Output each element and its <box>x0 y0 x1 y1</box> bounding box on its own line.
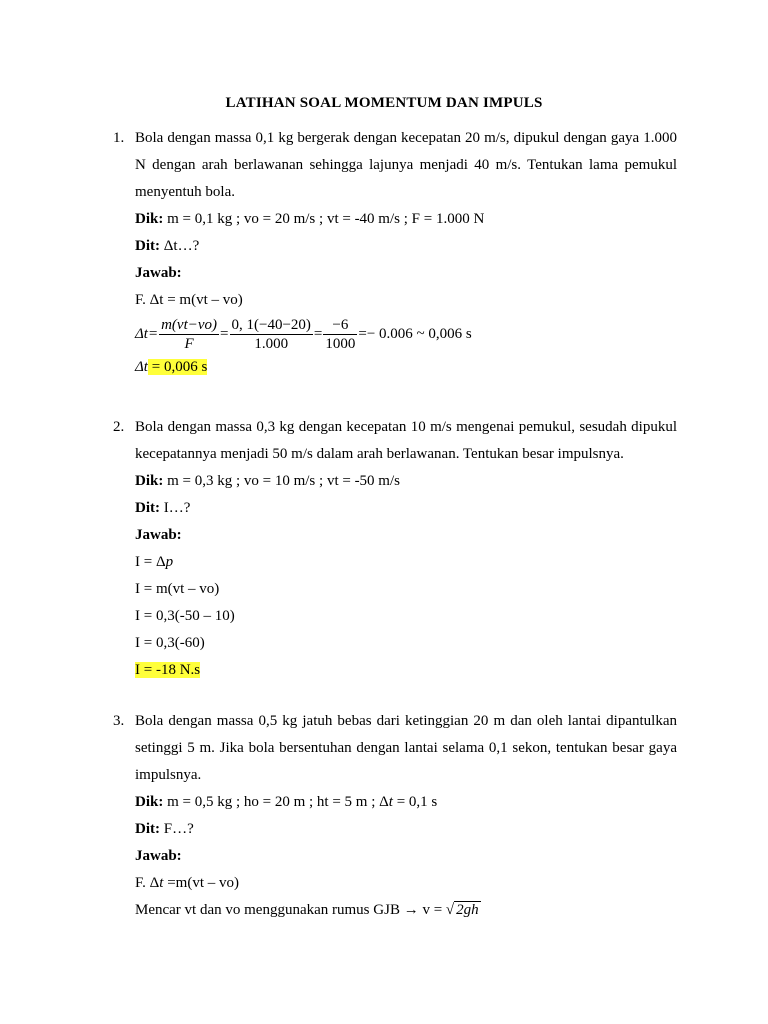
fraction-1 <box>159 316 219 353</box>
dit-value: Δt…? <box>160 238 200 254</box>
dik-value: m = 0,5 kg ; ho = 20 m ; ht = 5 m ; Δ <box>163 794 389 810</box>
q2-dik <box>135 468 677 495</box>
eq-part: F. Δ <box>135 875 160 891</box>
fraction-2 <box>230 316 313 353</box>
question-1-text: Bola dengan massa 0,1 kg bergerak dengan kecepatan 20 m/s, dipukul dengan gaya 1.000 N dengan arah berlawanan sehingga lajunya menjadi 40 m/s. Tentukan lama pemukul menyentuh bola. <box>135 130 677 200</box>
question-3-number: 3. <box>113 713 125 729</box>
question-3-text: Bola dengan massa 0,5 kg jatuh bebas dari ketinggian 20 m dan oleh lantai dipantulkan setinggi 5 m. Jika bola bersentuhan dengan lantai selama 0,1 sekon, tentukan besar gaya impulsnya. <box>135 713 677 783</box>
eq-part: I = Δ <box>135 554 166 570</box>
q3-equation-2 <box>135 897 677 924</box>
q2-result <box>135 657 677 684</box>
fraction-numerator: 0, 1(−40−20) <box>231 317 311 334</box>
q1-dik <box>135 206 677 233</box>
eq-text: Mencar vt dan vo menggunakan rumus GJB → v = <box>135 902 446 918</box>
fraction-numerator: −6 <box>323 316 357 335</box>
dit-label: Dit: <box>135 238 160 254</box>
q3-equation-1 <box>135 870 677 897</box>
dit-value: F…? <box>160 821 194 837</box>
eq-symbol: t <box>388 794 393 810</box>
fraction-denominator: 1000 <box>325 336 356 353</box>
q3-jawab <box>135 843 677 870</box>
sqrt-symbol: √ <box>445 902 455 918</box>
question-3 <box>135 708 677 924</box>
question-2-number: 2. <box>113 419 125 435</box>
equals-sign: = <box>220 326 229 342</box>
question-1 <box>135 125 677 381</box>
fraction-numerator: m(vt−vo) <box>161 317 218 334</box>
dit-value: I…? <box>160 500 191 516</box>
highlighted-result: I = -18 N.s <box>135 662 201 678</box>
jawab-label: Jawab: <box>135 527 182 543</box>
page-title: LATIHAN SOAL MOMENTUM DAN IMPULS <box>225 95 543 111</box>
highlighted-result: = 0,006 s <box>147 359 208 375</box>
sqrt-radicand: 2gh <box>456 902 479 918</box>
dik-value: m = 0,3 kg ; vo = 10 m/s ; vt = -50 m/s <box>163 473 400 489</box>
q1-equation-1: F. Δt = m(vt – vo) <box>135 292 243 308</box>
dit-label: Dit: <box>135 821 160 837</box>
q2-equation-2: I = m(vt – vo) <box>135 581 220 597</box>
q3-dit <box>135 816 677 843</box>
q1-result <box>135 354 677 381</box>
fraction-denominator: F <box>184 336 194 353</box>
question-2-text: Bola dengan massa 0,3 kg dengan kecepatan 10 m/s mengenai pemukul, sesudah dipukul kecepatannya menjadi 50 m/s dalam arah berlawanan. Tentukan besar impulsnya. <box>135 419 677 462</box>
question-2 <box>135 414 677 684</box>
fraction-3 <box>323 316 357 353</box>
square-root <box>446 897 481 924</box>
q1-equation-2 <box>135 314 677 354</box>
eq-part-end: =m(vt – vo) <box>163 875 240 891</box>
jawab-label: Jawab: <box>135 848 182 864</box>
q2-dit <box>135 495 677 522</box>
dik-label: Dik: <box>135 211 164 227</box>
q2-equation-3: I = 0,3(-50 – 10) <box>135 608 235 624</box>
q2-equation-4: I = 0,3(-60) <box>135 635 205 651</box>
dik-value: m = 0,1 kg ; vo = 20 m/s ; vt = -40 m/s ; F = 1.000 N <box>163 211 485 227</box>
q1-dit <box>135 233 677 260</box>
q2-jawab <box>135 522 677 549</box>
q1-jawab <box>135 260 677 287</box>
dik-value-end: = 0,1 s <box>392 794 438 810</box>
eq-lhs: Δt= <box>135 326 159 342</box>
dik-label: Dik: <box>135 794 164 810</box>
q2-equation-1 <box>135 549 677 576</box>
result-prefix: Δt <box>135 359 148 375</box>
jawab-label: Jawab: <box>135 265 182 281</box>
question-1-number: 1. <box>113 130 125 146</box>
eq-symbol: p <box>165 554 174 570</box>
equals-sign: = <box>313 326 323 342</box>
dik-label: Dik: <box>135 473 164 489</box>
eq-symbol: t <box>159 875 164 891</box>
fraction-denominator: 1.000 <box>254 336 289 353</box>
q3-dik <box>135 789 677 816</box>
dit-label: Dit: <box>135 500 160 516</box>
eq-tail: =− 0.006 ~ 0,006 s <box>358 326 472 342</box>
